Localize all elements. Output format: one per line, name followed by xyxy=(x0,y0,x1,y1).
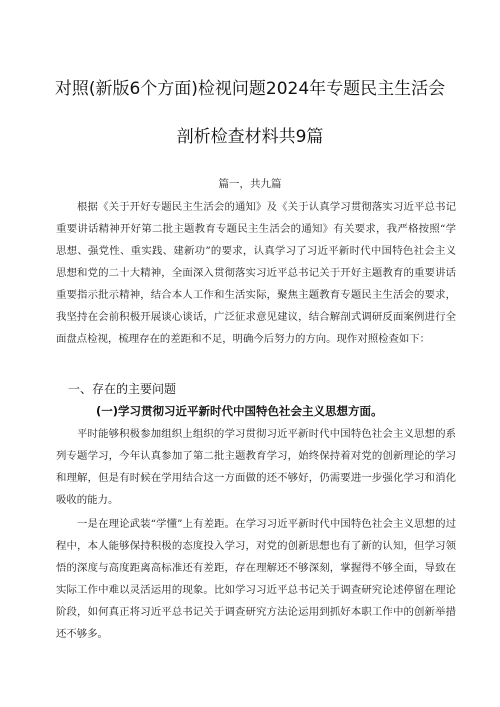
document-title-line1: 对照(新版6个方面)检视问题2024年专题民主生活会 xyxy=(54,79,446,99)
body-paragraph-3: 一是在理论武装“学懂”上有差距。在学习习近平新时代中国特色社会主义思想的过程中，本人能够保持积极的态度投入学习，对党的创新思想也有了新的认知，但学习领悟的深度与高度距离高标准还有差距，存在理解还不够深刻，掌握得不够全面，导致在实际工作中难以灵活运用的现象。比如学习习近平总书记关于调查研究论述停留在理论阶段，如何真正将习近平总书记关于调查研究方法论运用到抓好本职工作中的创新举措还不够多。 xyxy=(56,518,456,640)
chapter-subheading: 篇一，共九篇 xyxy=(218,178,282,190)
intro-paragraph: 根据《关于开好专题民主生活会的通知》及《关于认真学习贯彻落实习近平总书记重要讲话精神开好第二批主题教育专题民主生活会的通知》有关要求，我严格按照“学思想、强党性、重实践、建新功”的要求，认真学习了习近平新时代中国特色社会主义思想和党的二十大精神，全面深入贯彻落实习近平总书记关于开好主题教育的重要讲话重要指示批示精神，结合本人工作和生活实际，聚焦主题教育专题民主生活会的要求，我坚持在会前积极开展谈心谈话，广泛征求意见建议，结合解剖式调研反面案例进行全面盘点检视，梳理存在的差距和不足，明确今后努力的方向。现作对照检查如下： xyxy=(56,201,456,345)
document-title-line2: 剖析检查材料共9篇 xyxy=(176,127,324,147)
section-heading: 一、存在的主要问题 xyxy=(68,382,177,396)
subsection-heading: (一)学习贯彻习近平新时代中国特色社会主义思想方面。 xyxy=(96,404,383,418)
body-paragraph-2: 平时能够积极参加组织上组织的学习贯彻习近平新时代中国特色社会主义思想的系列专题学习，今年认真参加了第二批主题教育学习，始终保持着对党的创新理论的学习和理解，但是有时候在学用结合这一方面做的还不够好，仍需要进一步强化学习和消化吸收的能力。 xyxy=(56,428,456,506)
